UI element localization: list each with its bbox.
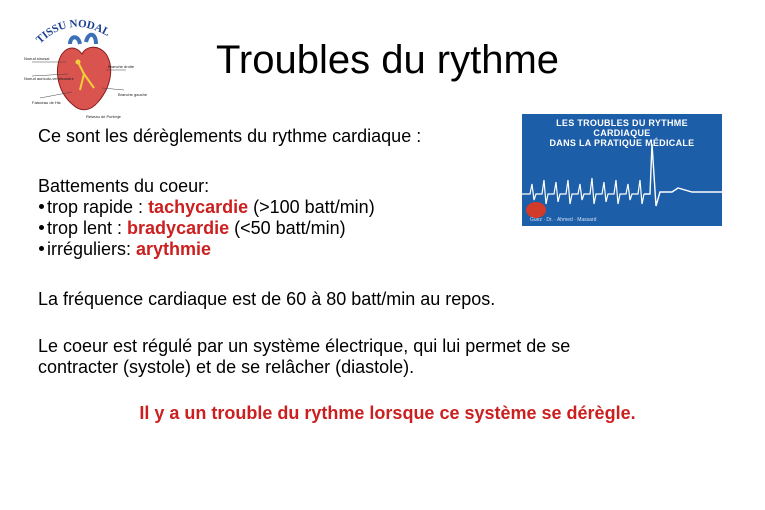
bullet-icon	[39, 204, 44, 209]
intro-text: Ce sont les dérèglements du rythme cardiaque :	[38, 126, 422, 146]
beats-item-term: bradycardie	[127, 218, 230, 238]
beats-section	[38, 176, 375, 260]
beats-item-prefix: trop lent :	[47, 218, 128, 238]
diagram-label-2: Noeud auriculo-ventriculaire	[24, 76, 74, 81]
beats-item-bradycardia	[38, 218, 375, 239]
regulation-line-2: contracter (systole) et de se relâcher (diastole).	[38, 357, 415, 377]
beats-item-prefix: trop rapide :	[47, 197, 149, 217]
diagram-label-6: Réseau de Purkinje	[86, 114, 121, 119]
book-authors: Guez · Dr. · Ahmed · Massard	[530, 217, 597, 223]
beats-item-tachycardia	[38, 197, 375, 218]
beats-item-suffix: (>100 batt/min)	[248, 197, 375, 217]
diagram-label-5: Branche gauche	[118, 92, 148, 97]
beats-item-suffix: (<50 batt/min)	[229, 218, 346, 238]
regulation-paragraph	[38, 336, 570, 378]
diagram-label-3: Faisceau de His	[32, 100, 61, 105]
regulation-line-1: Le coeur est régulé par un système électrique, qui lui permet de se	[38, 336, 571, 356]
frequency-text: La fréquence cardiaque est de 60 à 80 batt/min au repos.	[38, 289, 496, 309]
diagram-label-4: Branche droite	[108, 64, 135, 69]
bullet-icon	[39, 246, 44, 251]
diagram-heading: TISSU NODAL	[33, 17, 112, 47]
beats-item-term: tachycardie	[148, 197, 249, 217]
diagram-label-1: Noeud sinusal	[24, 56, 50, 61]
heart-icon	[526, 202, 546, 218]
conclusion-text: Il y a un trouble du rythme lorsque ce système se dérègle.	[139, 403, 636, 423]
beats-item-term: arythmie	[136, 239, 212, 259]
bullet-icon	[39, 225, 44, 230]
beats-item-arrhythmia	[38, 239, 375, 260]
book-title-line-1: LES TROUBLES DU RYTHME CARDIAQUE	[556, 118, 688, 138]
book-cover-image	[522, 114, 722, 226]
page-title: Troubles du rythme	[215, 38, 560, 82]
ecg-trace-icon	[522, 114, 722, 226]
beats-item-prefix: irréguliers:	[47, 239, 137, 259]
beats-heading: Battements du coeur:	[38, 176, 210, 196]
book-title-line-2: DANS LA PRATIQUE MÉDICALE	[549, 138, 695, 148]
